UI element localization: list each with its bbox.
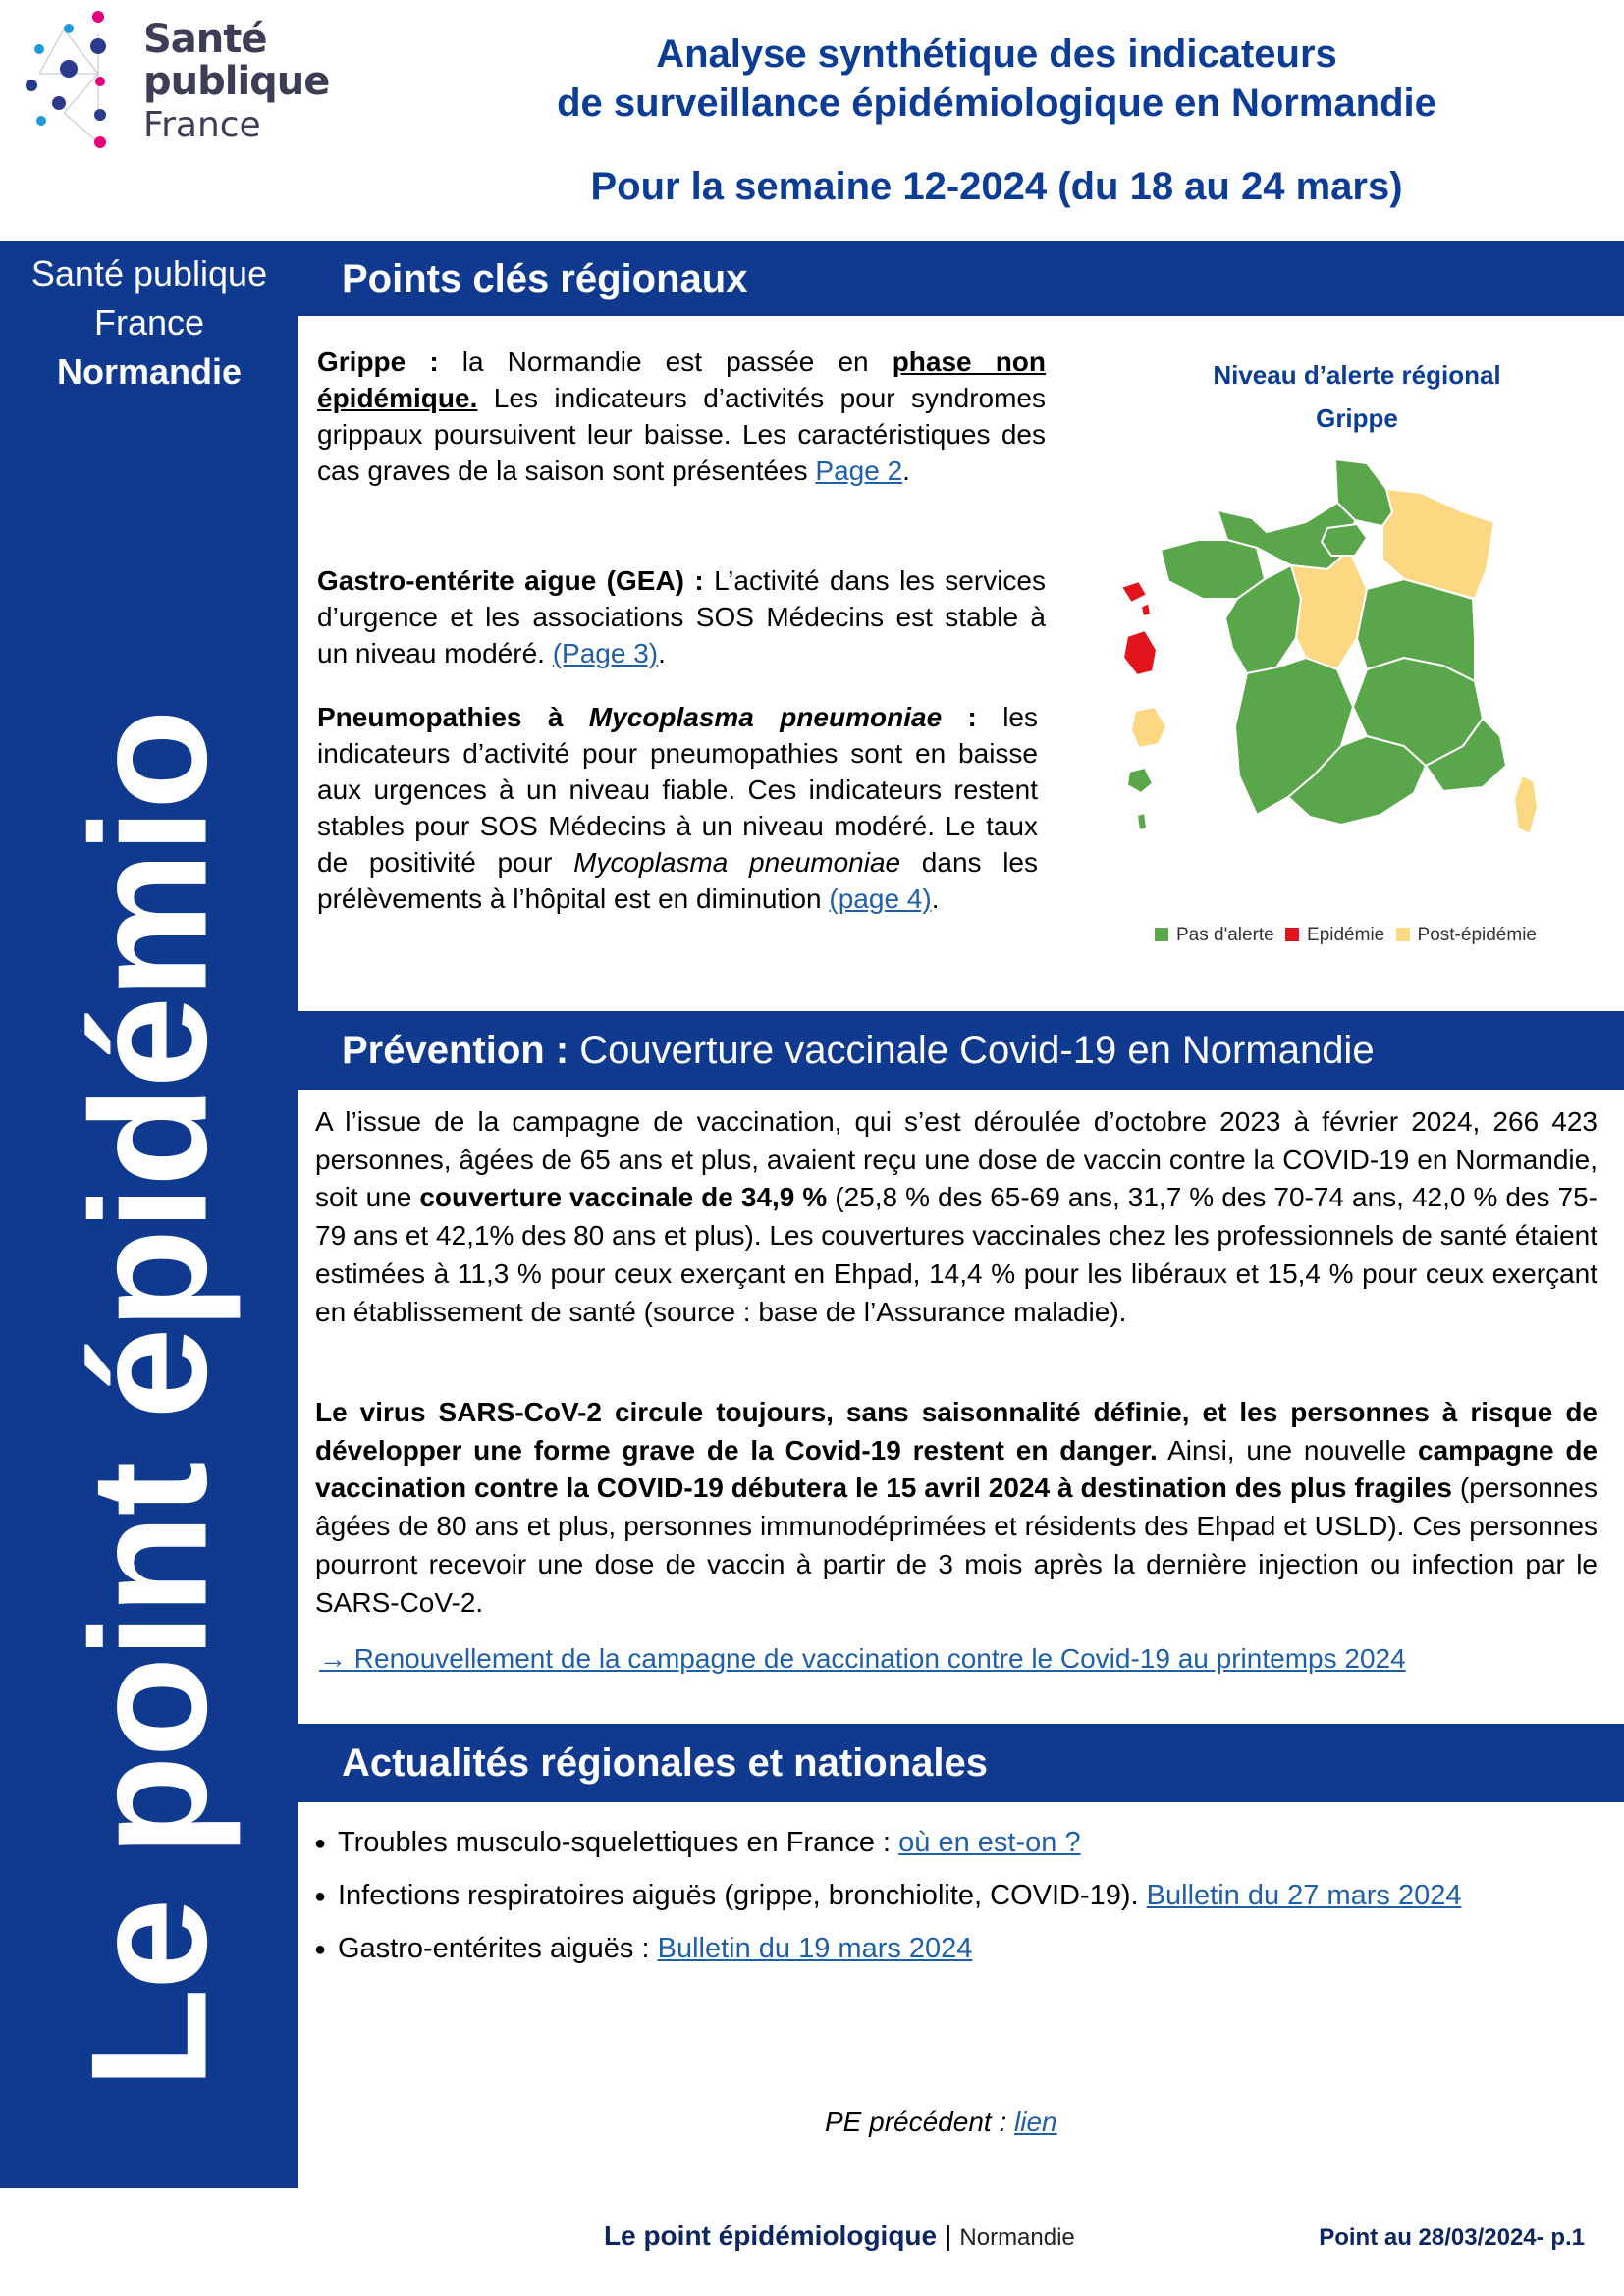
paragraph-gea [317, 562, 1046, 671]
pneumo-text-1: les indicateurs d’activité pour pneumopathies sont en baisse aux urgences à un niveau fiable. Ces indicateurs restent stables pour SOS Médecins à un niveau modéré. Le taux de positivité pour [317, 702, 1038, 878]
map-title-line-2: Grippe [1316, 403, 1398, 433]
region-ile-de-france [1322, 524, 1367, 556]
grippe-phase: phase non épidémique. [317, 347, 1047, 413]
territory-guadeloupe [1121, 581, 1151, 616]
page-title-line-2: de surveillance épidémiologique en Normandie [557, 81, 1436, 125]
news-text: Gastro-entérites aiguës : [338, 1933, 658, 1964]
grippe-text-1: la Normandie est passée en [461, 347, 893, 377]
section-header-points-cles [298, 241, 1624, 316]
pneumo-label: Pneumopathies à [317, 702, 589, 732]
previous-label: PE précédent : [825, 2107, 1015, 2137]
pneumo-italic: Mycoplasma pneumoniae [573, 847, 901, 878]
prevention-p2-a: Le virus SARS-CoV-2 circule toujours, sans saisonnalité définie, et les personnes à risque de développer une forme grave de la Covid-19 restent en danger. [315, 1397, 1597, 1466]
news-link[interactable]: Bulletin du 27 mars 2024 [1146, 1880, 1462, 1911]
news-item [314, 1823, 1081, 1863]
page-title [334, 29, 1624, 128]
grippe-label: Grippe [317, 347, 406, 377]
footer-title: Le point épidémiologique [604, 2220, 938, 2251]
news-text: Troubles musculo-squelettiques en France : [338, 1827, 899, 1858]
footer-region: Normandie [959, 2224, 1075, 2251]
prevention-p2-b: Ainsi, une nouvelle [1157, 1434, 1419, 1466]
section-title: Points clés régionaux [342, 257, 748, 300]
region-centre-val-de-loire [1291, 550, 1367, 669]
bullet-icon: ● [314, 1886, 327, 1907]
gea-label: Gastro-entérite aigue (GEA) [317, 565, 684, 596]
prevention-p1-a: A l’issue de la campagne de vaccination, qui s’est déroulée d’octobre 2023 à février 2024, 266 423 personnes, âgées de 65 ans et plus, avaient reçu une dose de vaccin contre la COVID-19 en Normandie, soit une [315, 1106, 1597, 1213]
grippe-text-2: Les indicateurs d’activités pour syndromes grippaux poursuivent leur baisse. Les caractéristiques des cas graves de la saison sont présentées [317, 383, 1046, 486]
news-text: Infections respiratoires aiguës (grippe, bronchiolite, COVID-19). [338, 1880, 1147, 1911]
region-corse [1514, 775, 1538, 834]
section-header-actualites [298, 1724, 1624, 1802]
logo-line-1: Santé [143, 17, 267, 62]
sidebar [0, 241, 298, 2188]
news-link[interactable]: Bulletin du 19 mars 2024 [657, 1933, 973, 1964]
pneumo-label-italic: Mycoplasma pneumoniae [588, 702, 943, 732]
legend-label: Post-épidémie [1417, 925, 1537, 945]
grippe-colon: : [406, 347, 462, 377]
territory-martinique [1123, 630, 1157, 675]
page-title-line-1: Analyse synthétique des indicateurs [656, 32, 1337, 76]
sidebar-region: Normandie [56, 351, 243, 392]
bullet-icon: ● [314, 1939, 327, 1960]
legend-swatch-green [1155, 928, 1168, 941]
section-title: Actualités régionales et nationales [342, 1741, 988, 1785]
pneumo-end: . [931, 883, 940, 914]
prevention-p1-c: (25,8 % des 65-69 ans, 31,7 % des 70-74 ans, 42,0 % des 75-79 ans et 42,1% des 80 ans et plus). Les couvertures vaccinales chez les professionnels de santé étaient estimées à 11,3 % pour ceux exerçant en Ehpad, 14,4 % pour les libéraux et 15,4 % pour ceux exerçant en établissement de santé (source : base de l’Assurance maladie). [315, 1182, 1597, 1327]
paragraph-couverture [315, 1103, 1597, 1331]
map-legend [1149, 925, 1537, 946]
gea-text: L’activité dans les services d’urgence et les associations SOS Médecins est stable à un niveau modéré. [317, 565, 1046, 668]
news-item [314, 1929, 972, 1969]
legend-swatch-red [1285, 928, 1299, 941]
pneumo-text-2: dans les prélèvements à l’hôpital est en diminution [317, 847, 1038, 914]
vertical-title: Le point épidémio [56, 711, 242, 2089]
sidebar-org [0, 249, 298, 347]
section-title: Prévention : [342, 1029, 569, 1072]
grippe-page-link[interactable]: Page 2 [815, 455, 903, 486]
paragraph-grippe [317, 344, 1046, 489]
paragraph-pneumo [317, 699, 1038, 917]
sidebar-org-line-1: Santé publique [30, 253, 268, 294]
territory-mayotte [1137, 813, 1147, 830]
bullet-icon: ● [314, 1833, 327, 1854]
sidebar-org-line-2: France [93, 302, 205, 343]
spf-logo [20, 5, 334, 152]
logo-line-2: publique [143, 59, 330, 104]
territory-guyane [1131, 707, 1166, 748]
logo-dots-icon [20, 5, 147, 152]
footer-left [604, 2220, 1075, 2252]
territory-reunion [1127, 768, 1153, 793]
news-item [314, 1876, 1461, 1916]
section-subtitle: Couverture vaccinale Covid-19 en Normandie [568, 1029, 1375, 1072]
prevention-p1-b: couverture vaccinale de 34,9 % [419, 1182, 828, 1213]
paragraph-sars-cov-2 [315, 1394, 1597, 1622]
prevention-p2-d: (personnes âgées de 80 ans et plus, personnes immunodéprimées et résidents des Ehpad et USLD). Ces personnes pourront recevoir une dose de vaccin à partir de 3 mois après la dernière injection ou infection par le SARS-CoV-2. [315, 1472, 1597, 1618]
week-subtitle: Pour la semaine 12-2024 (du 18 au 24 mars) [590, 165, 1403, 208]
previous-bulletin [825, 2107, 1057, 2138]
legend-label: Pas d'alerte [1176, 925, 1274, 945]
gea-page-link[interactable]: (Page 3) [552, 638, 659, 668]
previous-link[interactable]: lien [1014, 2107, 1057, 2137]
map-title-line-1: Niveau d’alerte régional [1213, 360, 1501, 390]
pneumo-colon: : [942, 702, 1003, 732]
map-title [1134, 353, 1580, 440]
france-alert-map [1110, 442, 1581, 874]
footer-separator: | [945, 2220, 952, 2251]
prevention-p2-c: campagne de vaccination contre la COVID-19 débutera le 15 avril 2024 à destination des plus fragiles [315, 1434, 1598, 1504]
legend-swatch-yellow [1396, 928, 1410, 941]
news-link[interactable]: où en est-on ? [898, 1827, 1081, 1858]
grippe-end: . [902, 455, 910, 486]
footer-page-info: Point au 28/03/2024- p.1 [1319, 2224, 1585, 2251]
gea-colon: : [684, 565, 715, 596]
pneumo-page-link[interactable]: (page 4) [829, 883, 932, 914]
section-header-prevention [298, 1011, 1624, 1090]
logo-line-3: France [143, 105, 261, 145]
legend-label: Epidémie [1307, 925, 1385, 945]
vaccination-campaign-link[interactable]: → Renouvellement de la campagne de vaccination contre le Covid-19 au printemps 2024 [319, 1643, 1406, 1674]
gea-end: . [658, 638, 666, 668]
